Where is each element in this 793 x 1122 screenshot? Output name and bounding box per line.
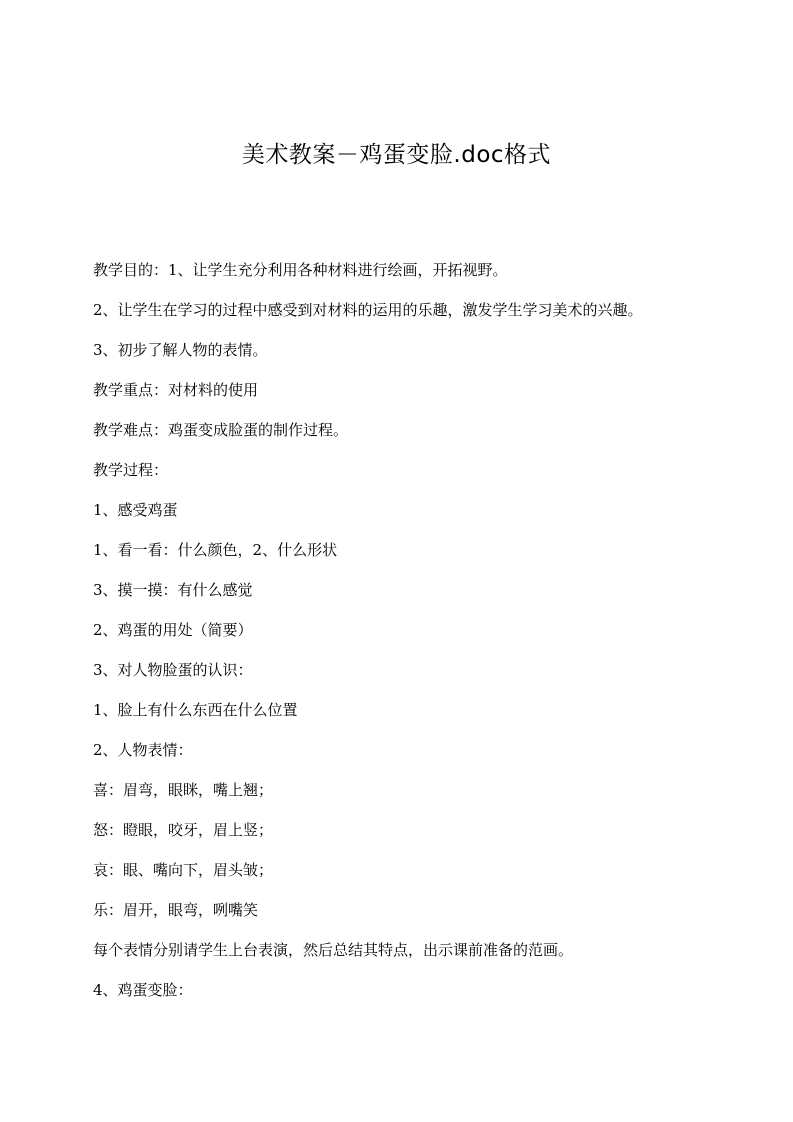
paragraph-step-3-face: 1、脸上有什么东西在什么位置 (93, 701, 298, 719)
paragraph-performance: 每个表情分别请学生上台表演，然后总结其特点，出示课前准备的范画。 (93, 941, 574, 959)
paragraph-objectives-3: 3、初步了解人物的表情。 (93, 341, 268, 359)
paragraph-process-heading: 教学过程： (93, 461, 169, 479)
paragraph-objectives-1: 教学目的：1、让学生充分利用各种材料进行绘画，开拓视野。 (93, 261, 508, 279)
paragraph-key-point: 教学重点：对材料的使用 (93, 381, 259, 399)
paragraph-expression-anger: 怒：瞪眼，咬牙，眉上竖； (93, 821, 274, 839)
paragraph-expression-sorrow: 哀：眼、嘴向下，眉头皱； (93, 861, 274, 879)
paragraph-expression-happiness: 乐：眉开，眼弯，咧嘴笑 (93, 901, 259, 919)
paragraph-objectives-2: 2、让学生在学习的过程中感受到对材料的运用的乐趣，激发学生学习美术的兴趣。 (93, 301, 643, 319)
paragraph-expression-joy: 喜：眉弯，眼眯，嘴上翘； (93, 781, 274, 799)
paragraph-step-3: 3、对人物脸蛋的认识： (93, 661, 253, 679)
paragraph-step-1-look: 1、看一看：什么颜色，2、什么形状 (93, 541, 338, 559)
paragraph-step-1-touch: 3、摸一摸：有什么感觉 (93, 581, 253, 599)
paragraph-step-4: 4、鸡蛋变脸： (93, 981, 193, 999)
paragraph-difficulty: 教学难点：鸡蛋变成脸蛋的制作过程。 (93, 421, 349, 439)
document-title: 美术教案－鸡蛋变脸.doc格式 (241, 142, 552, 168)
paragraph-step-2: 2、鸡蛋的用处（简要） (93, 621, 253, 639)
paragraph-step-3-expressions: 2、人物表情： (93, 741, 193, 759)
paragraph-step-1: 1、感受鸡蛋 (93, 501, 178, 519)
document-body (93, 256, 733, 1016)
